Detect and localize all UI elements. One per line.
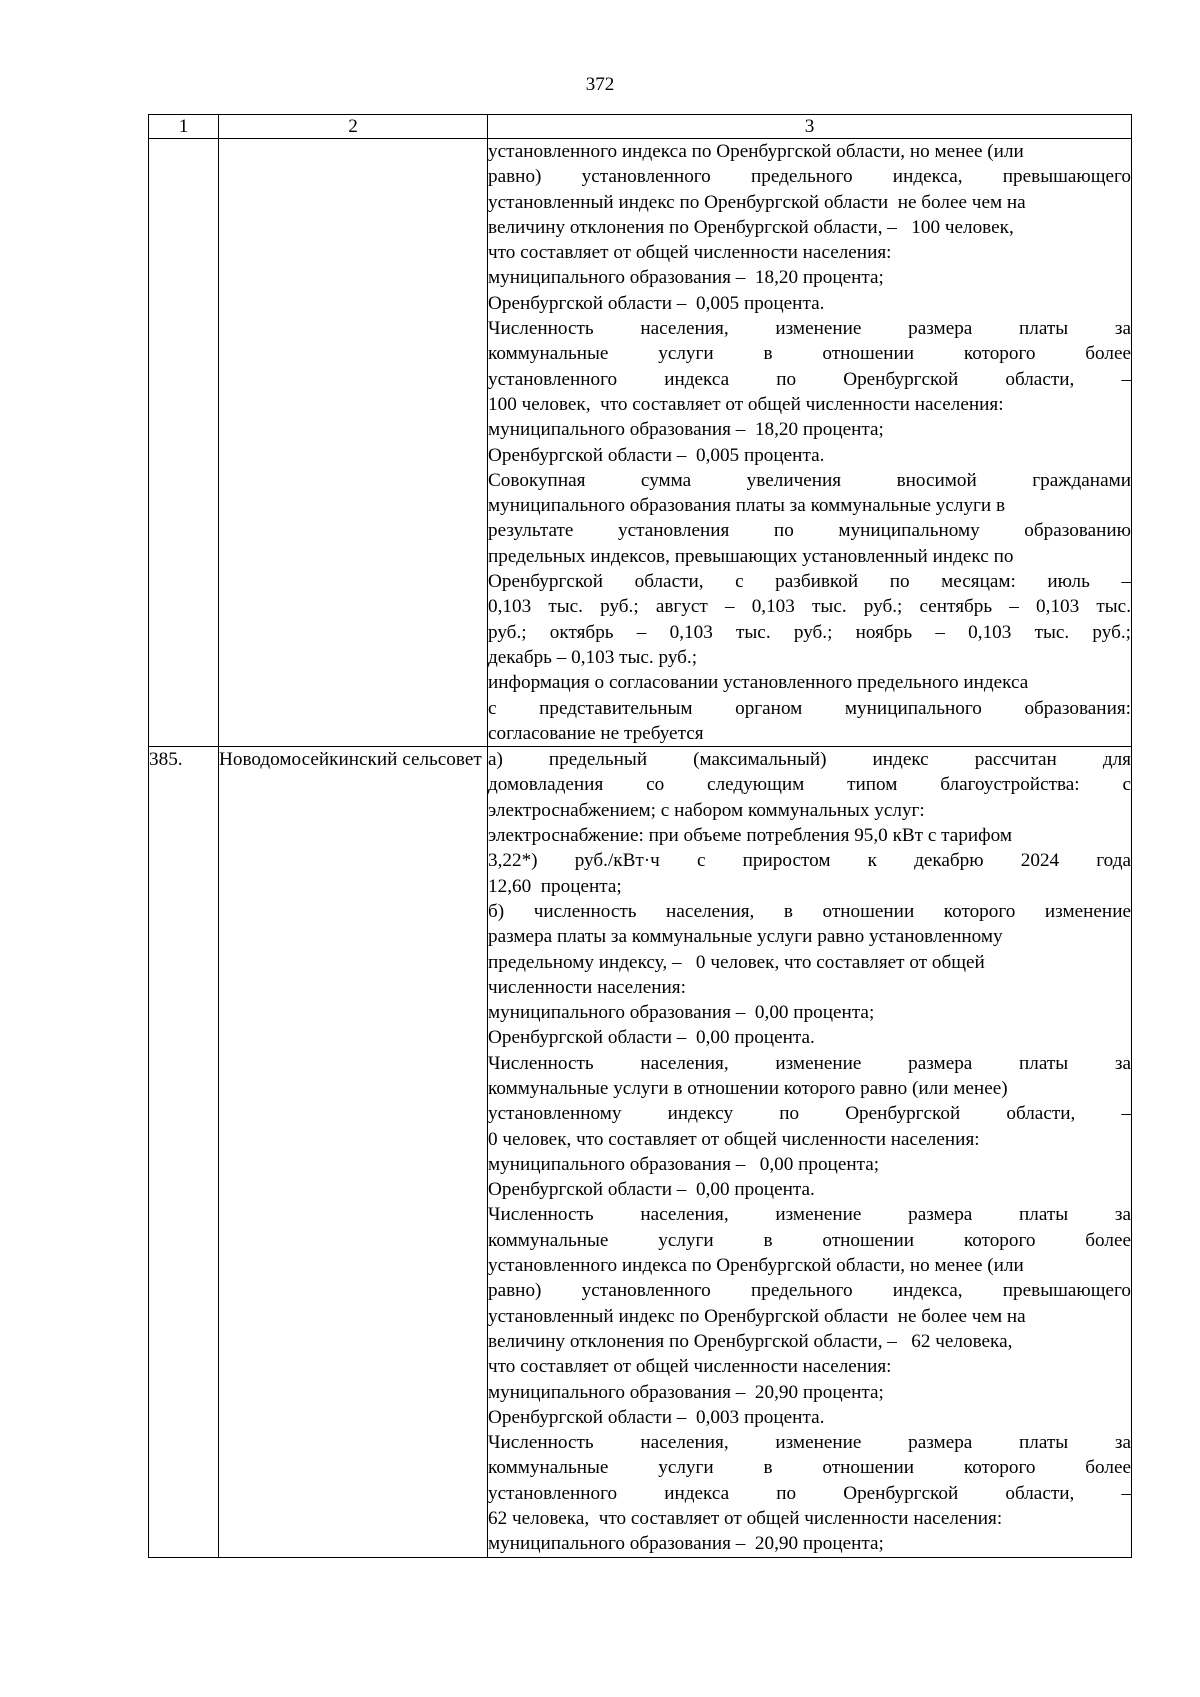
column-header-1: 1 [149, 115, 219, 139]
row-name-cell: Новодомосейкинский сельсовет [219, 747, 488, 1558]
text-line: муниципального образования – 0,00 процента; [488, 1153, 880, 1175]
text-line: 0 человек, что составляет от общей численности населения: [488, 1128, 980, 1150]
text-line: установленный индекс по Оренбургской области не более чем на [488, 1305, 1026, 1327]
text-line: электроснабжение: при объеме потребления 95,0 кВт с тарифом [488, 825, 1012, 847]
text-line: Оренбургской области – 0,005 процента. [488, 292, 825, 314]
text-line: согласование не требуется [488, 722, 704, 744]
row-text-cell [488, 139, 1132, 747]
text-line: предельному индексу, – 0 человек, что составляет от общей [488, 951, 985, 973]
text-line: установленного индекса по Оренбургской области, – [488, 1482, 1131, 1504]
text-line: Оренбургской области – 0,00 процента. [488, 1027, 815, 1049]
text-line: что составляет от общей численности населения: [488, 242, 892, 264]
text-line: Оренбургской области, с разбивкой по месяцам: июль – [488, 571, 1131, 593]
text-line: Численность населения, изменение размера платы за [488, 1204, 1131, 1226]
text-line: Оренбургской области – 0,005 процента. [488, 444, 825, 466]
text-line: муниципального образования – 20,90 процента; [488, 1381, 884, 1403]
text-line: муниципального образования – 18,20 процента; [488, 419, 884, 441]
text-line: предельных индексов, превышающих установленный индекс по [488, 545, 1014, 567]
text-line: коммунальные услуги в отношении которого более [488, 343, 1131, 365]
text-line: Совокупная сумма увеличения вносимой гражданами [488, 469, 1131, 491]
text-line: 0,103 тыс. руб.; август – 0,103 тыс. руб.; сентябрь – 0,103 тыс. [488, 596, 1131, 618]
row-number-cell: 385. [149, 747, 219, 1558]
text-line: численности населения: [488, 976, 686, 998]
page-number: 372 [585, 74, 615, 95]
text-line: муниципального образования – 18,20 процента; [488, 267, 884, 289]
text-line: равно) установленного предельного индекса, превышающего [488, 166, 1131, 188]
text-line: величину отклонения по Оренбургской области, – 62 человека, [488, 1330, 1013, 1352]
text-line: б) численность населения, в отношении которого изменение [488, 900, 1131, 922]
text-line: Оренбургской области – 0,003 процента. [488, 1406, 825, 1428]
document-table [148, 114, 1132, 1558]
text-line: 3,22*) руб./кВт·ч с приростом к декабрю 2024 года [488, 850, 1131, 872]
text-line: 100 человек, что составляет от общей численности населения: [488, 393, 1004, 415]
text-line: установленного индекса по Оренбургской области, но менее (или [488, 141, 1024, 162]
text-line: результате установления по муниципальному образованию [488, 520, 1131, 542]
text-line: Оренбургской области – 0,00 процента. [488, 1179, 815, 1201]
text-line: коммунальные услуги в отношении которого более [488, 1457, 1131, 1479]
text-line: что составляет от общей численности населения: [488, 1356, 892, 1378]
text-line: установленный индекс по Оренбургской области не более чем на [488, 191, 1026, 213]
text-line: установленного индекса по Оренбургской области, – [488, 368, 1131, 390]
text-line: информация о согласовании установленного предельного индекса [488, 672, 1029, 694]
table-row [149, 139, 1132, 747]
text-line: коммунальные услуги в отношении которого равно (или менее) [488, 1077, 1008, 1099]
text-line: электроснабжением; с набором коммунальных услуг: [488, 799, 925, 821]
row-name-cell [219, 139, 488, 747]
text-line: величину отклонения по Оренбургской области, – 100 человек, [488, 216, 1014, 238]
text-line: равно) установленного предельного индекса, превышающего [488, 1280, 1131, 1302]
table-header-row [149, 115, 1132, 139]
text-line: а) предельный (максимальный) индекс рассчитан для [488, 749, 1131, 771]
text-line: 62 человека, что составляет от общей численности населения: [488, 1508, 1003, 1530]
text-line: муниципального образования – 0,00 процента; [488, 1002, 875, 1024]
text-line: размера платы за коммунальные услуги равно установленному [488, 926, 1003, 948]
text-line: муниципального образования – 20,90 процента; [488, 1533, 884, 1555]
text-line: домовладения со следующим типом благоустройства: с [488, 774, 1131, 796]
text-line: 12,60 процента; [488, 875, 622, 897]
text-line: установленному индексу по Оренбургской области, – [488, 1103, 1131, 1125]
text-line: Численность населения, изменение размера платы за [488, 1052, 1131, 1074]
text-line: Численность населения, изменение размера платы за [488, 1432, 1131, 1454]
row-text-cell [488, 747, 1132, 1558]
text-line: муниципального образования платы за коммунальные услуги в [488, 495, 1006, 517]
table-row [149, 747, 1132, 1558]
text-line: установленного индекса по Оренбургской области, но менее (или [488, 1255, 1024, 1277]
row-number-cell [149, 139, 219, 747]
column-header-3: 3 [488, 115, 1132, 139]
text-line: руб.; октябрь – 0,103 тыс. руб.; ноябрь – 0,103 тыс. руб.; [488, 621, 1131, 643]
text-line: коммунальные услуги в отношении которого более [488, 1229, 1131, 1251]
column-header-2: 2 [219, 115, 488, 139]
text-line: с представительным органом муниципального образования: [488, 697, 1131, 719]
text-line: Численность населения, изменение размера платы за [488, 318, 1131, 340]
text-line: декабрь – 0,103 тыс. руб.; [488, 646, 698, 668]
